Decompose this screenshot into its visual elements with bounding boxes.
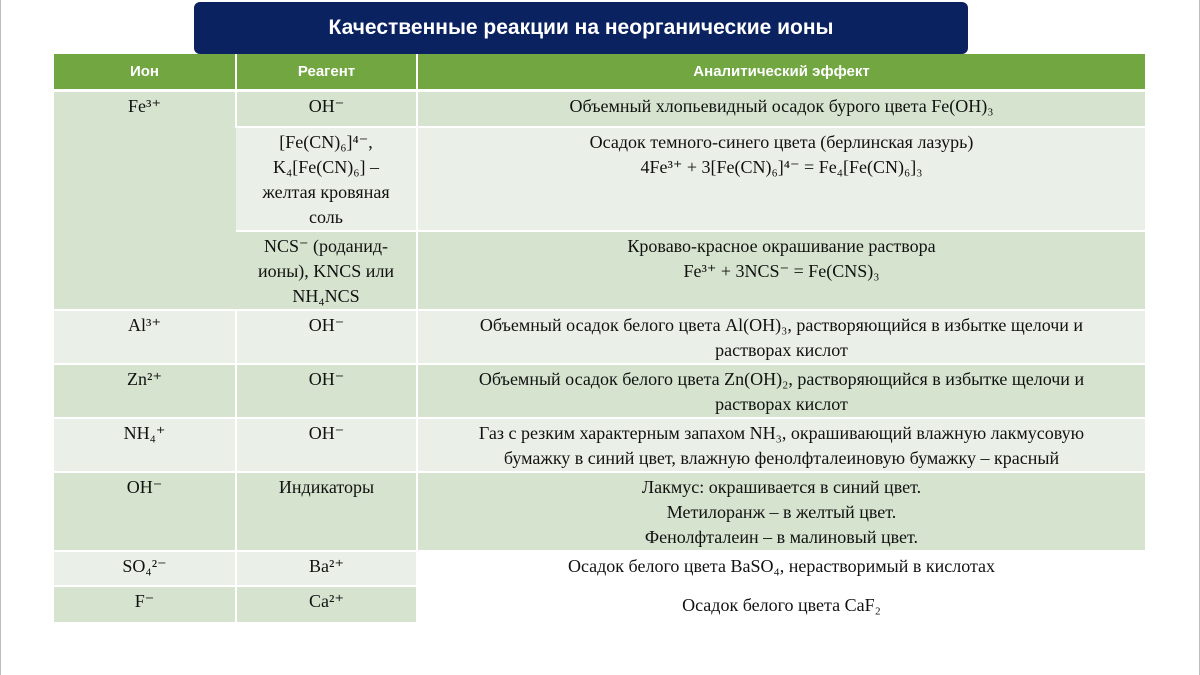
cell-effect-fe-ferrocyanide	[417, 127, 1145, 231]
reactions-table	[54, 54, 1145, 622]
reagent-line: Ba²⁺	[309, 555, 344, 576]
effect-line: Газ с резким характерным запахом NH₃, окрашивающий влажную лакмусовую	[478, 422, 1085, 443]
reagent-line: NH₄NCS	[292, 285, 360, 306]
cell-ion-so4	[54, 551, 236, 586]
reagent-line: [Fe(CN)₆]⁴⁻,	[279, 131, 373, 152]
reagent-line: OH⁻	[308, 422, 345, 443]
effect-line: Осадок белого цвета BaSO₄, нерастворимый в кислотах	[567, 555, 996, 576]
cell-ion-al	[54, 310, 236, 364]
frame-left-edge	[0, 0, 1, 675]
ion-f: F⁻	[134, 590, 155, 611]
ion-zn: Zn²⁺	[127, 368, 162, 389]
effect-line: Кроваво-красное окрашивание раствора	[627, 235, 936, 256]
header-effect: Аналитический эффект	[417, 54, 1145, 91]
reagent-line: желтая кровяная	[262, 181, 390, 202]
cell-effect-so4	[417, 551, 1145, 586]
table-row-f	[54, 586, 1145, 622]
table-header-row	[54, 54, 1145, 91]
header-reagent: Реагент	[236, 54, 417, 91]
cell-reagent-f	[236, 586, 417, 622]
reagent-line: OH⁻	[308, 368, 345, 389]
ion-so4: SO₄²⁻	[122, 555, 167, 576]
effect-line: Лакмус: окрашивается в синий цвет.	[641, 476, 922, 497]
table-row-so4	[54, 551, 1145, 586]
cell-reagent-fe-oh	[236, 91, 417, 127]
ion-fe: Fe³⁺	[128, 96, 161, 116]
header-ion: Ион	[54, 54, 236, 91]
effect-line: Объемный осадок белого цвета Zn(OH)₂, растворяющийся в избытке щелочи и	[478, 368, 1085, 389]
cell-ion-oh	[54, 472, 236, 551]
cell-effect-fe-oh	[417, 91, 1145, 127]
cell-effect-f	[417, 586, 1145, 622]
effect-line: Объемный хлопьевидный осадок бурого цвета Fe(OH)₃	[569, 96, 994, 116]
slide-title-text: Качественные реакции на неорганические ионы	[328, 16, 834, 39]
cell-reagent-fe-thiocyanate	[236, 231, 417, 310]
cell-reagent-oh	[236, 472, 417, 551]
cell-effect-nh4	[417, 418, 1145, 472]
table-row-fe-oh	[54, 91, 1145, 127]
cell-effect-oh	[417, 472, 1145, 551]
cell-reagent-fe-ferrocyanide	[236, 127, 417, 231]
table-row-zn	[54, 364, 1145, 418]
cell-ion-nh4	[54, 418, 236, 472]
cell-reagent-nh4	[236, 418, 417, 472]
reagent-line: OH⁻	[308, 96, 345, 116]
effect-line: Фенолфталеин – в малиновый цвет.	[644, 526, 919, 547]
cell-effect-fe-thiocyanate	[417, 231, 1145, 310]
cell-ion-fe	[54, 91, 236, 310]
cell-ion-zn	[54, 364, 236, 418]
reagent-line: Ca²⁺	[309, 590, 344, 611]
reagent-line: соль	[309, 206, 343, 227]
table-row-nh4	[54, 418, 1145, 472]
reagent-line: NCS⁻ (роданид-	[263, 235, 389, 256]
ion-al: Al³⁺	[128, 314, 161, 335]
ion-oh: OH⁻	[126, 476, 163, 497]
cell-ion-f	[54, 586, 236, 622]
effect-line: Fe³⁺ + 3NCS⁻ = Fe(CNS)₃	[683, 260, 880, 281]
reagent-line: K₄[Fe(CN)₆] –	[272, 156, 380, 177]
effect-line: Объемный осадок белого цвета Al(OH)₃, растворяющийся в избытке щелочи и	[479, 314, 1084, 335]
cell-effect-al	[417, 310, 1145, 364]
table-row-oh	[54, 472, 1145, 551]
effect-line: растворах кислот	[715, 339, 848, 360]
slide-title	[194, 2, 968, 54]
reagent-line: OH⁻	[308, 314, 345, 335]
effect-line: Метилоранж – в желтый цвет.	[666, 501, 897, 522]
cell-effect-zn	[417, 364, 1145, 418]
effect-line: 4Fe³⁺ + 3[Fe(CN)₆]⁴⁻ = Fe₄[Fe(CN)₆]₃	[640, 156, 923, 177]
reagent-line: ионы), KNCS или	[257, 260, 395, 281]
table-row-al	[54, 310, 1145, 364]
effect-line: бумажку в синий цвет, влажную фенолфталеиновую бумажку – красный	[503, 447, 1060, 468]
cell-reagent-zn	[236, 364, 417, 418]
ion-nh4: NH₄⁺	[123, 422, 166, 443]
effect-line: Осадок белого цвета CaF₂	[682, 594, 881, 615]
cell-reagent-so4	[236, 551, 417, 586]
reagent-line: Индикаторы	[278, 476, 375, 497]
effect-line: Осадок темного-синего цвета (берлинская лазурь)	[589, 131, 974, 152]
cell-reagent-al	[236, 310, 417, 364]
effect-line: растворах кислот	[715, 393, 848, 414]
